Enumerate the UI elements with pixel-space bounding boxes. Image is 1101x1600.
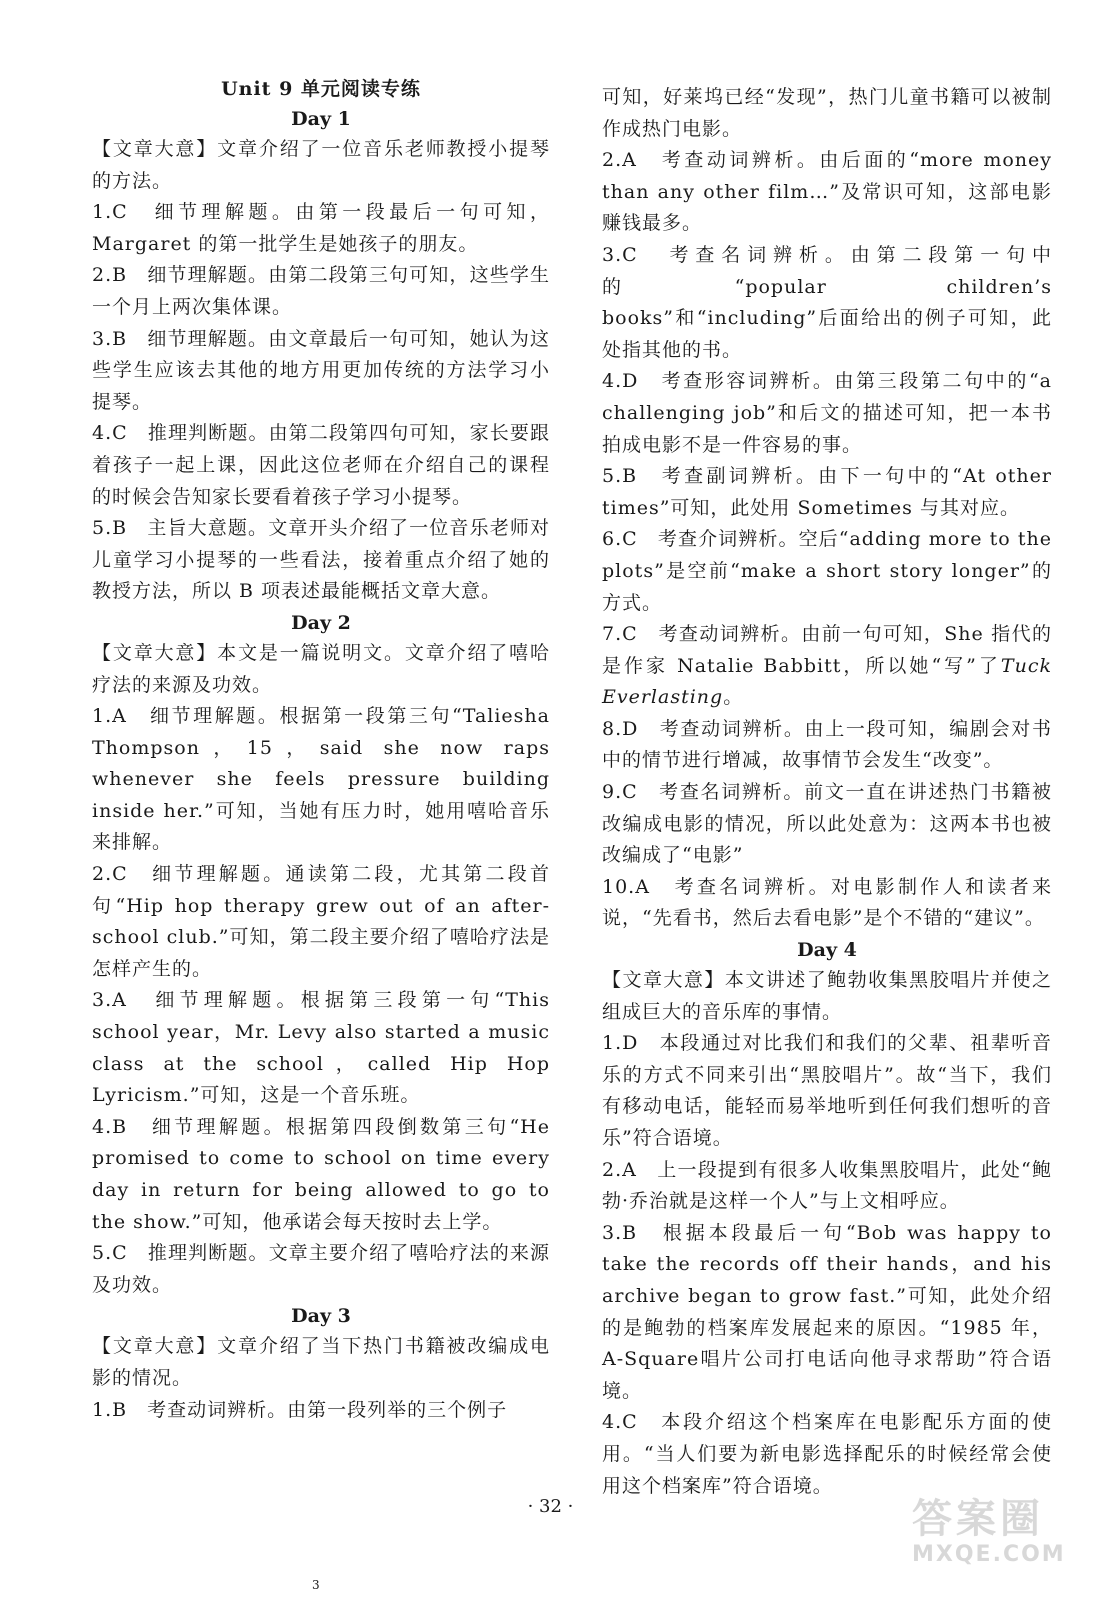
answer-item — [602, 524, 1052, 619]
answer-item — [602, 461, 1052, 524]
answer-number: 4.C — [92, 422, 128, 445]
answer-number: 2.A — [602, 1158, 637, 1181]
answer-item — [92, 701, 550, 859]
answer-text: 推理判断题。文章主要介绍了嘻哈疗法的来源及功效。 — [92, 1242, 550, 1296]
answer-number: 5.C — [92, 1242, 128, 1265]
answer-number: 2.A — [602, 149, 637, 172]
day3-answer1-continuation: 可知，好莱坞已经“发现”，热门儿童书籍可以被制作成热门电影。 — [602, 86, 1052, 140]
answer-text: 考查名词辨析。前文一直在讲述热门书籍被改编成电影的情况，所以此处意为：这两本书也被改编成了“电影” — [602, 781, 1052, 867]
day2-title: Day 2 — [291, 611, 351, 634]
answer-item — [602, 777, 1052, 872]
answer-item — [602, 1218, 1052, 1408]
answer-number: 4.C — [602, 1411, 638, 1434]
answer-item — [92, 324, 550, 419]
answer-text: 考查名词辨析。对电影制作人和读者来说，“先看书，然后去看电影”是个不错的“建议”。 — [602, 875, 1052, 930]
answer-item — [92, 1112, 550, 1238]
answer-item — [92, 1238, 550, 1301]
answer-text: 本段通过对比我们和我们的父辈、祖辈听音乐的方式不同来引出“黑胶唱片”。故“当下，我们有移动电话，能轻而易举地听到任何我们想听的音乐”符合语境。 — [602, 1032, 1052, 1149]
answer-text-tail: 。 — [723, 686, 744, 709]
watermark-logo — [912, 1496, 1066, 1582]
answer-text: 考查动词辨析。由上一段可知，编剧会对书中的情节进行增减，故事情节会发生“改变”。 — [602, 717, 1052, 772]
answer-number: 10.A — [602, 875, 650, 898]
watermark-text: 答案圈 — [912, 1496, 1044, 1542]
answer-item — [602, 145, 1052, 240]
day4-title: Day 4 — [797, 939, 857, 962]
left-column — [92, 74, 550, 1426]
answer-text: 考查动词辨析。由前一句可知，She 指代的是作家 Natalie Babbitt，所以她“写”了 — [602, 623, 1052, 677]
answer-text: 考查形容词辨析。由第三段第二句中的“a challenging job”和后文的描述可知，把一本书拍成电影不是一件容易的事。 — [602, 370, 1052, 456]
answer-number: 5.B — [602, 465, 638, 488]
answer-number: 1.D — [602, 1032, 639, 1055]
answer-number: 1.A — [92, 705, 127, 728]
day4-summary: 【文章大意】本文讲述了鲍勃收集黑胶唱片并使之组成巨大的音乐库的事情。 — [602, 969, 1052, 1023]
answer-text: 细节理解题。根据第一段第三句“Taliesha Thompson，15，said she now raps whenever she feels pressure building inside her.”可知，当她有压力时，她用嘻哈音乐来排解。 — [92, 705, 550, 854]
answer-item — [602, 240, 1052, 366]
answer-number: 3.B — [92, 327, 128, 350]
answer-item — [602, 714, 1052, 777]
answer-item — [602, 1155, 1052, 1218]
answer-number: 9.C — [602, 781, 638, 804]
page-number: · 32 · — [527, 1496, 574, 1517]
answer-text: 考查动词辨析。由第一段列举的三个例子 — [147, 1398, 508, 1421]
book-title: Tuck Everlasting — [602, 654, 1052, 709]
answer-text: 细节理解题。通读第二段，尤其第二段首句“Hip hop therapy grew out of an after-school club.”可知，第二段主要介绍了嘻哈疗法是怎样产生的。 — [92, 863, 550, 980]
answer-number: 4.B — [92, 1115, 128, 1138]
answer-text: 推理判断题。由第二段第四句可知，家长要跟着孩子一起上课，因此这位老师在介绍自己的课程的时候会告知家长要看着孩子学习小提琴。 — [92, 422, 550, 508]
answer-text: 考查名词辨析。由第二段第一句中的“popular children’s books”和“including”后面给出的例子可知，此处指其他的书。 — [602, 243, 1052, 361]
answer-text: 考查副词辨析。由下一句中的“At other times”可知，此处用 Sometimes 与其对应。 — [602, 465, 1052, 519]
answer-text: 本段介绍这个档案库在电影配乐方面的使用。“当人们要为新电影选择配乐的时候经常会使用这个档案库”符合语境。 — [602, 1411, 1052, 1497]
answer-text: 主旨大意题。文章开头介绍了一位音乐老师对儿童学习小提琴的一些看法，接着重点介绍了她的教授方法，所以 B 项表述最能概括文章大意。 — [92, 517, 550, 603]
answer-text: 考查动词辨析。由后面的“more money than any other film…”及常识可知，这部电影赚钱最多。 — [602, 149, 1052, 235]
answer-text: 细节理解题。根据第四段倒数第三句“He promised to come to school on time every day in return for being allowed to go to the show.”可知，他承诺会每天按时去上学。 — [92, 1115, 550, 1233]
answer-item — [602, 366, 1052, 461]
answer-item — [602, 1028, 1052, 1154]
answer-number: 5.B — [92, 517, 128, 540]
answer-text: 上一段提到有很多人收集黑胶唱片，此处“鲍勃·乔治就是这样一个人”与上文相呼应。 — [602, 1158, 1052, 1213]
answer-item — [92, 859, 550, 985]
answer-number: 3.C — [602, 243, 638, 266]
answer-item — [92, 197, 550, 260]
bottom-mark: 3 — [312, 1578, 320, 1592]
answer-text: 细节理解题。由文章最后一句可知，她认为这些学生应该去其他的地方用更加传统的方法学习小提琴。 — [92, 327, 550, 413]
answer-number: 3.A — [92, 989, 127, 1012]
answer-text: 细节理解题。由第二段第三句可知，这些学生一个月上两次集体课。 — [92, 264, 550, 318]
answer-item — [92, 985, 550, 1111]
day3-summary: 【文章大意】文章介绍了当下热门书籍被改编成电影的情况。 — [92, 1335, 550, 1389]
answer-number: 8.D — [602, 717, 639, 740]
answer-item — [92, 418, 550, 513]
answer-text: 细节理解题。根据第三段第一句“This school year，Mr. Levy also started a music class at the school，called Hip Hop Lyricism.”可知，这是一个音乐班。 — [92, 989, 550, 1107]
day1-title: Day 1 — [291, 108, 351, 130]
watermark-url: MXQE.COM — [912, 1542, 1066, 1567]
answer-item — [92, 1395, 550, 1427]
answer-number: 4.D — [602, 370, 639, 393]
answer-number: 1.B — [92, 1398, 128, 1421]
right-column — [602, 82, 1052, 1502]
unit-title: Unit 9 单元阅读专练 — [221, 78, 421, 100]
answer-text: 考查介词辨析。空后“adding more to the plots”是空前“make a short story longer”的方式。 — [602, 528, 1052, 614]
answer-item — [602, 1407, 1052, 1502]
answer-number: 3.B — [602, 1221, 638, 1244]
answer-number: 1.C — [92, 201, 128, 224]
day3-title: Day 3 — [291, 1305, 351, 1328]
answer-item — [602, 619, 1052, 714]
answer-item — [92, 513, 550, 608]
answer-number: 2.C — [92, 863, 128, 886]
day2-summary: 【文章大意】本文是一篇说明文。文章介绍了嘻哈疗法的来源及功效。 — [92, 641, 550, 696]
answer-item — [602, 872, 1052, 935]
answer-item — [92, 260, 550, 323]
answer-number: 2.B — [92, 264, 128, 287]
answer-number: 6.C — [602, 528, 638, 551]
day1-summary: 【文章大意】文章介绍了一位音乐老师教授小提琴的方法。 — [92, 138, 550, 192]
answer-text: 细节理解题。由第一段最后一句可知，Margaret 的第一批学生是她孩子的朋友。 — [92, 201, 550, 255]
answer-text: 根据本段最后一句“Bob was happy to take the records off their hands，and his archive began to grow fast.”可知，此处介绍的是鲍勃的档案库发展起来的原因。“1985 年，A-Square唱片公司打电话向他寻求帮助”符合语境。 — [602, 1221, 1052, 1402]
answer-number: 7.C — [602, 623, 638, 646]
